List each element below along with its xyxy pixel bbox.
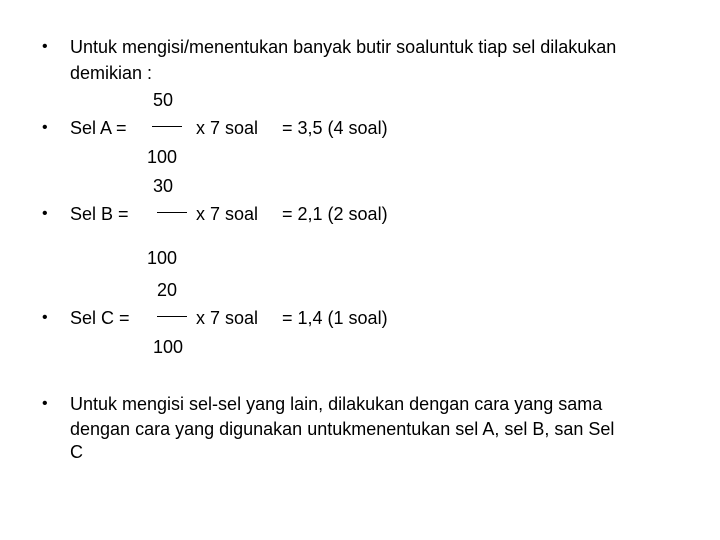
sel-b-result: = 2,1 (2 soal) xyxy=(282,204,388,224)
sel-c-fraction-bar xyxy=(157,316,187,317)
sel-a-multiplier: x 7 soal xyxy=(196,118,259,138)
sel-b-multiplier: x 7 soal xyxy=(196,204,259,224)
sel-b-denominator: 100 xyxy=(147,248,178,268)
sel-a-result: = 3,5 (4 soal) xyxy=(282,118,388,138)
sel-a-label: Sel A = xyxy=(70,118,127,138)
sel-b-label: Sel B = xyxy=(70,204,129,224)
sel-a-numerator: 50 xyxy=(153,90,174,110)
closing-line-2: dengan cara yang digunakan untukmenentukan sel A, sel B, san Sel xyxy=(70,419,615,439)
sel-a-fraction-bar xyxy=(152,126,182,127)
bullet-closing: • xyxy=(42,395,48,412)
intro-line-1: Untuk mengisi/menentukan banyak butir soaluntuk tiap sel dilakukan xyxy=(70,37,617,57)
sel-c-numerator: 20 xyxy=(157,280,178,300)
intro-line-2: demikian : xyxy=(70,63,153,83)
bullet-sel-a: • xyxy=(42,119,48,136)
sel-c-denominator: 100 xyxy=(153,337,184,357)
sel-a-denominator: 100 xyxy=(147,147,178,167)
sel-c-result: = 1,4 (1 soal) xyxy=(282,308,388,328)
sel-c-multiplier: x 7 soal xyxy=(196,308,259,328)
sel-b-fraction-bar xyxy=(157,212,187,213)
sel-c-label: Sel C = xyxy=(70,308,130,328)
bullet-sel-b: • xyxy=(42,205,48,222)
closing-line-1: Untuk mengisi sel-sel yang lain, dilakukan dengan cara yang sama xyxy=(70,394,603,414)
bullet-intro: • xyxy=(42,38,48,55)
bullet-sel-c: • xyxy=(42,309,48,326)
sel-b-numerator: 30 xyxy=(153,176,174,196)
closing-line-3: C xyxy=(70,442,83,462)
